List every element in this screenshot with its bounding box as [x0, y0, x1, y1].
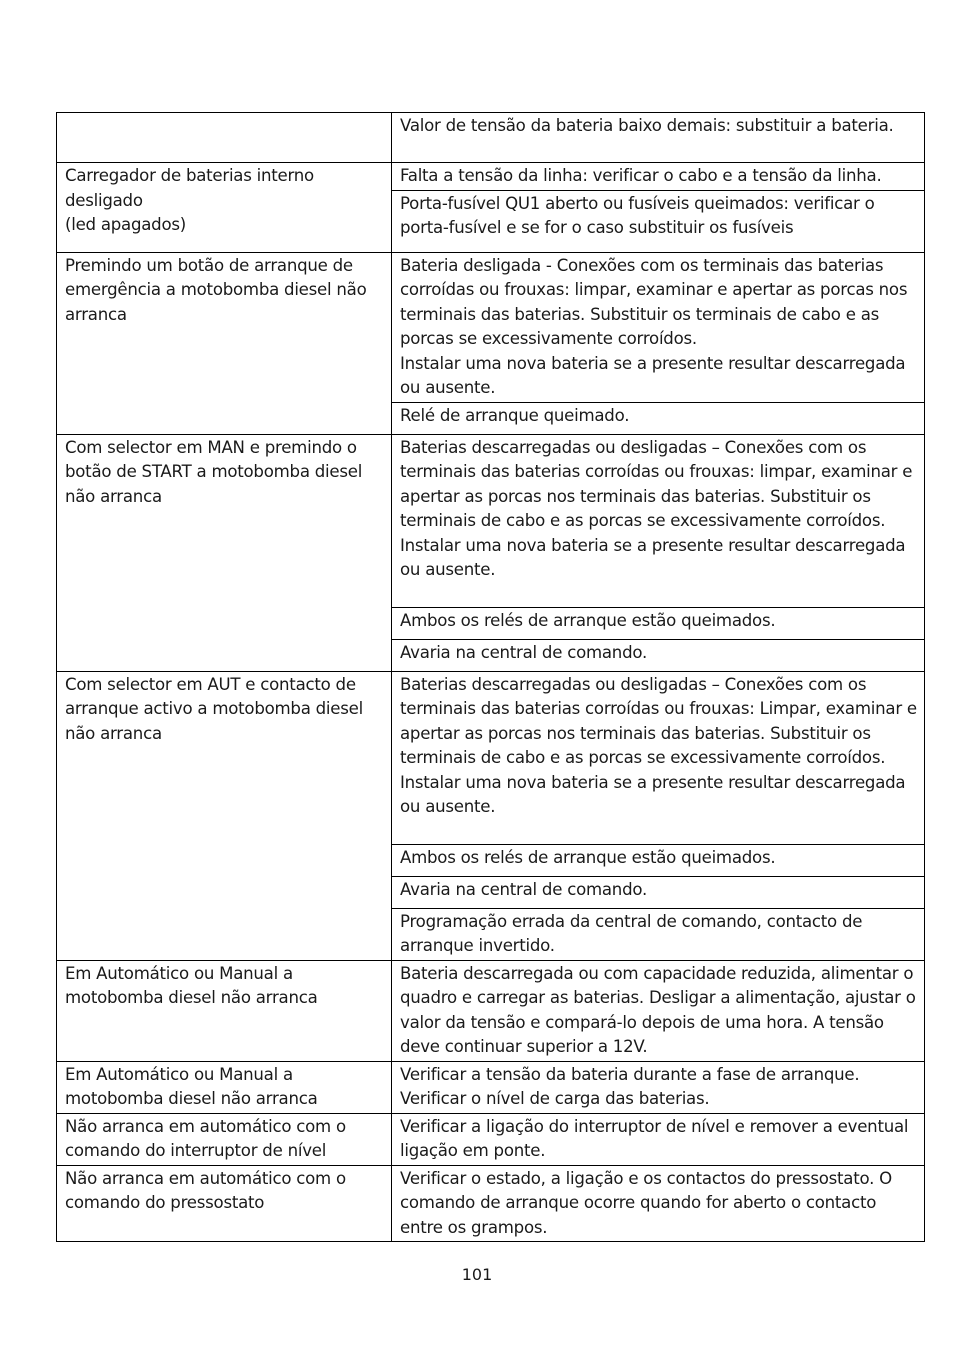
solution-cell: Relé de arranque queimado.	[392, 402, 925, 434]
solution-cell: Avaria na central de comando.	[392, 876, 925, 908]
solution-cell: Valor de tensão da bateria baixo demais: substituir a bateria.	[392, 113, 925, 163]
solution-cell: Verificar a ligação do interruptor de nível e remover a eventual ligação em ponte.	[392, 1113, 925, 1165]
table-row	[57, 960, 925, 1061]
solution-cell: Baterias descarregadas ou desligadas – Conexões com os terminais das baterias corroídas ou frouxas: limpar, examinar e apertar as porcas nos terminais das baterias. Substituir os terminais de cabo e as porcas se excessivamente corroídos. Instalar uma nova bateria se a presente resultar descarregada ou ausente.	[392, 434, 925, 607]
problem-cell: Em Automático ou Manual a motobomba diesel não arranca	[57, 1061, 392, 1113]
solution-cell: Ambos os relés de arranque estão queimados.	[392, 844, 925, 876]
table-row	[57, 113, 925, 163]
problem-cell: Não arranca em automático com o comando do pressostato	[57, 1165, 392, 1242]
solution-cell: Ambos os relés de arranque estão queimados.	[392, 607, 925, 639]
solution-cell: Baterias descarregadas ou desligadas – Conexões com os terminais das baterias corroídas ou frouxas: Limpar, examinar e apertar as porcas nos terminais das baterias. Substituir os terminais de cabo e as porcas se excessivamente corroídos. Instalar uma nova bateria se a presente resultar descarregada ou ausente.	[392, 671, 925, 844]
solution-cell: Verificar a tensão da bateria durante a fase de arranque. Verificar o nível de carga das baterias.	[392, 1061, 925, 1113]
problem-cell	[57, 113, 392, 163]
troubleshooting-table	[56, 112, 925, 1242]
table-row	[57, 163, 925, 191]
solution-cell: Verificar o estado, a ligação e os contactos do pressostato. O comando de arranque ocorre quando for aberto o contacto entre os grampos.	[392, 1165, 925, 1242]
solution-cell: Programação errada da central de comando, contacto de arranque invertido.	[392, 908, 925, 960]
problem-cell: Carregador de baterias interno desligado (led apagados)	[57, 163, 392, 253]
table-row	[57, 252, 925, 402]
page-number: 101	[461, 1265, 493, 1284]
problem-cell: Com selector em AUT e contacto de arranque activo a motobomba diesel não arranca	[57, 671, 392, 960]
solution-cell: Falta a tensão da linha: verificar o cabo e a tensão da linha.	[392, 163, 925, 191]
solution-cell: Avaria na central de comando.	[392, 639, 925, 671]
table-row	[57, 1165, 925, 1242]
solution-cell: Porta-fusível QU1 aberto ou fusíveis queimados: verificar o porta-fusível e se for o caso substituir os fusíveis	[392, 190, 925, 252]
table-row	[57, 671, 925, 844]
problem-cell: Não arranca em automático com o comando do interruptor de nível	[57, 1113, 392, 1165]
table-row	[57, 1061, 925, 1113]
solution-cell: Bateria desligada - Conexões com os terminais das baterias corroídas ou frouxas: limpar, examinar e apertar as porcas nos terminais das baterias. Substituir os terminais de cabo e as porcas se excessivamente corroídos. Instalar uma nova bateria se a presente resultar descarregada ou ausente.	[392, 252, 925, 402]
problem-cell: Em Automático ou Manual a motobomba diesel não arranca	[57, 960, 392, 1061]
table-row	[57, 434, 925, 607]
problem-cell: Com selector em MAN e premindo o botão de START a motobomba diesel não arranca	[57, 434, 392, 671]
solution-cell: Bateria descarregada ou com capacidade reduzida, alimentar o quadro e carregar as baterias. Desligar a alimentação, ajustar o valor da tensão e compará-lo depois de uma hora. A tensão deve continuar superior a 12V.	[392, 960, 925, 1061]
problem-cell: Premindo um botão de arranque de emergência a motobomba diesel não arranca	[57, 252, 392, 434]
table-row	[57, 1113, 925, 1165]
